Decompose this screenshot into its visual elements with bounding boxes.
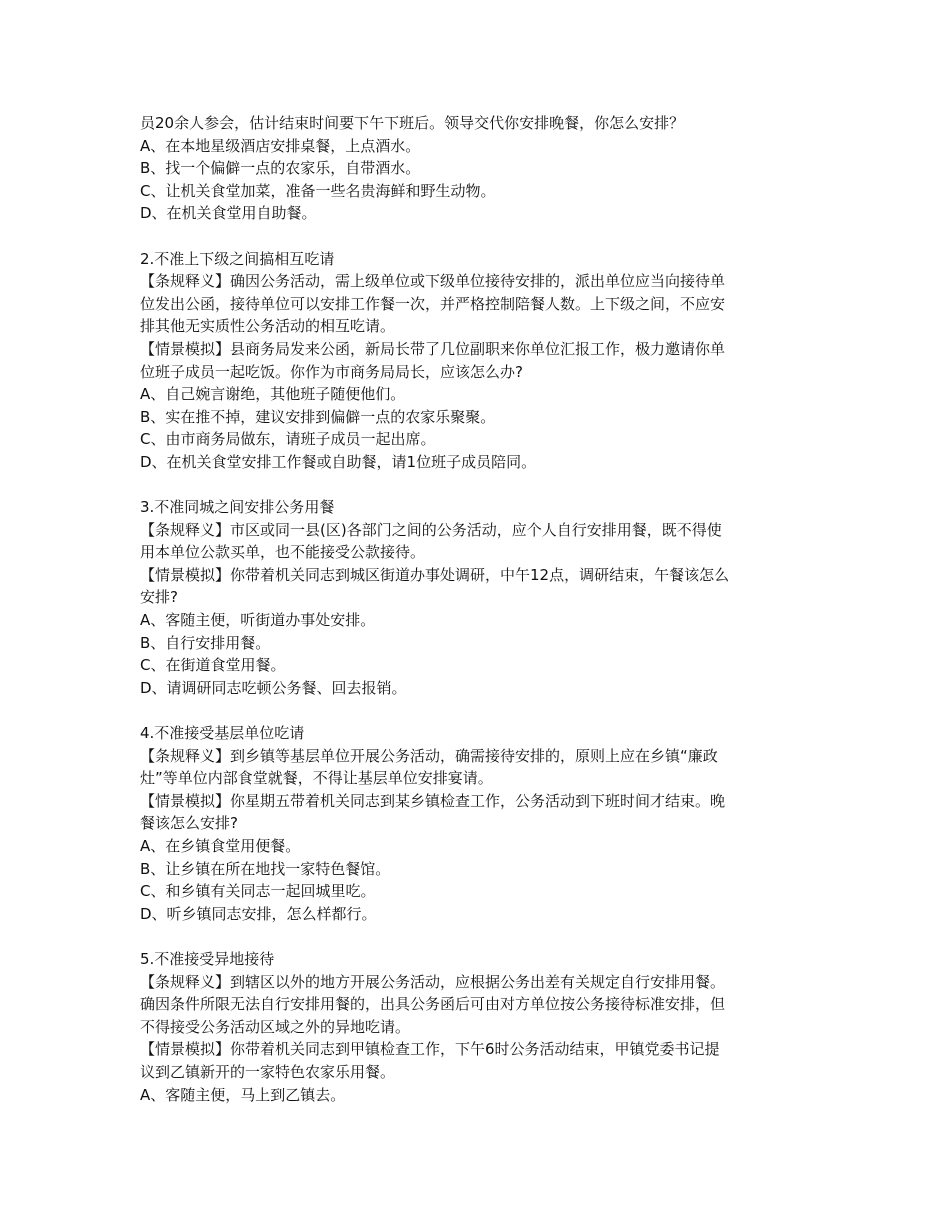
answer-option: B、自行安排用餐。 [140,633,271,652]
answer-option: A、在乡镇食堂用便餐。 [140,837,301,855]
answer-option: B、让乡镇在所在地找一家特色餐馆。 [140,859,391,878]
answer-option: C、让机关食堂加菜，准备一些名贵海鲜和野生动物。 [140,181,496,200]
answer-option: C、在街道食堂用餐。 [140,656,286,675]
paragraph-gap [140,474,820,497]
body-line: 【条规释义】确因公务活动，需上级单位或下级单位接待安排的，派出单位应当向接待单 [140,272,726,291]
answer-option: B、找一个偏僻一点的农家乐，自带酒水。 [140,159,421,178]
document-body [140,112,820,1106]
section-heading: 3.不准同城之间安排公务用餐 [140,498,335,517]
section-heading: 4.不准接受基层单位吃请 [140,724,305,743]
question-text: 员20余人参会，估计结束时间要下午下班后。领导交代你安排晚餐，你怎么安排？ [140,114,685,132]
body-line: 排其他无实质性公务活动的相互吃请。 [140,317,396,336]
body-line: 灶”等单位内部食堂就餐，不得让基层单位安排宴请。 [140,769,493,788]
body-line: 用本单位公款买单，也不能接受公款接待。 [140,543,426,562]
answer-option: A、在本地星级酒店安排桌餐，上点酒水。 [140,136,421,155]
answer-option: B、实在推不掉，建议安排到偏僻一点的农家乐聚聚。 [140,407,496,426]
answer-option: C、由市商务局做东，请班子成员一起出席。 [140,430,436,449]
paragraph-gap [140,225,820,248]
body-line: 【条规释义】市区或同一县(区)各部门之间的公务活动，应个人自行安排用餐，既不得使 [140,520,722,539]
body-line: 确因条件所限无法自行安排用餐的，出具公务函后可由对方单位按公务接待标准安排，但 [140,995,726,1014]
body-line: 【情景模拟】县商务局发来公函，新局长带了几位副职来你单位汇报工作，极力邀请你单 [140,339,726,358]
body-line: 位发出公函，接待单位可以安排工作餐一次，并严格控制陪餐人数。上下级之间，不应安 [140,294,726,313]
answer-option: D、在机关食堂用自助餐。 [140,204,317,223]
body-line: 安排? [140,588,178,607]
body-line: 位班子成员一起吃饭。你作为市商务局局长，应该怎么办? [140,362,523,381]
paragraph-gap [140,699,820,722]
body-line: 【情景模拟】你带着机关同志到城区街道办事处调研，中午12点，调研结束，午餐该怎么 [140,565,730,584]
body-line: 议到乙镇新开的一家特色农家乐用餐。 [140,1062,396,1081]
body-line: 【情景模拟】你星期五带着机关同志到某乡镇检查工作，公务活动到下班时间才结束。晚 [140,791,726,810]
answer-option: D、请调研同志吃顿公务餐、回去报销。 [140,678,407,697]
answer-option: C、和乡镇有关同志一起回城里吃。 [140,882,376,901]
body-line: 【条规释义】到乡镇等基层单位开展公务活动，确需接待安排的，原则上应在乡镇“廉政 [140,746,718,765]
answer-option: A、客随主便，听街道办事处安排。 [140,611,376,630]
answer-option: A、客随主便，马上到乙镇去。 [140,1085,346,1104]
body-line: 【条规释义】到辖区以外的地方开展公务活动，应根据公务出差有关规定自行安排用餐。 [140,972,726,991]
section-heading: 2.不准上下级之间搞相互吃请 [140,249,335,268]
paragraph-gap [140,925,820,948]
body-line: 不得接受公务活动区域之外的异地吃请。 [140,1017,411,1036]
answer-option: A、自己婉言谢绝，其他班子随便他们。 [140,385,406,404]
answer-option: D、在机关食堂安排工作餐或自助餐，请1位班子成员陪同。 [140,452,537,471]
body-line: 餐该怎么安排? [140,814,238,833]
body-line: 【情景模拟】你带着机关同志到甲镇检查工作，下午6时公务活动结束，甲镇党委书记提 [140,1040,720,1059]
answer-option: D、听乡镇同志安排，怎么样都行。 [140,904,377,923]
section-heading: 5.不准接受异地接待 [140,949,275,968]
